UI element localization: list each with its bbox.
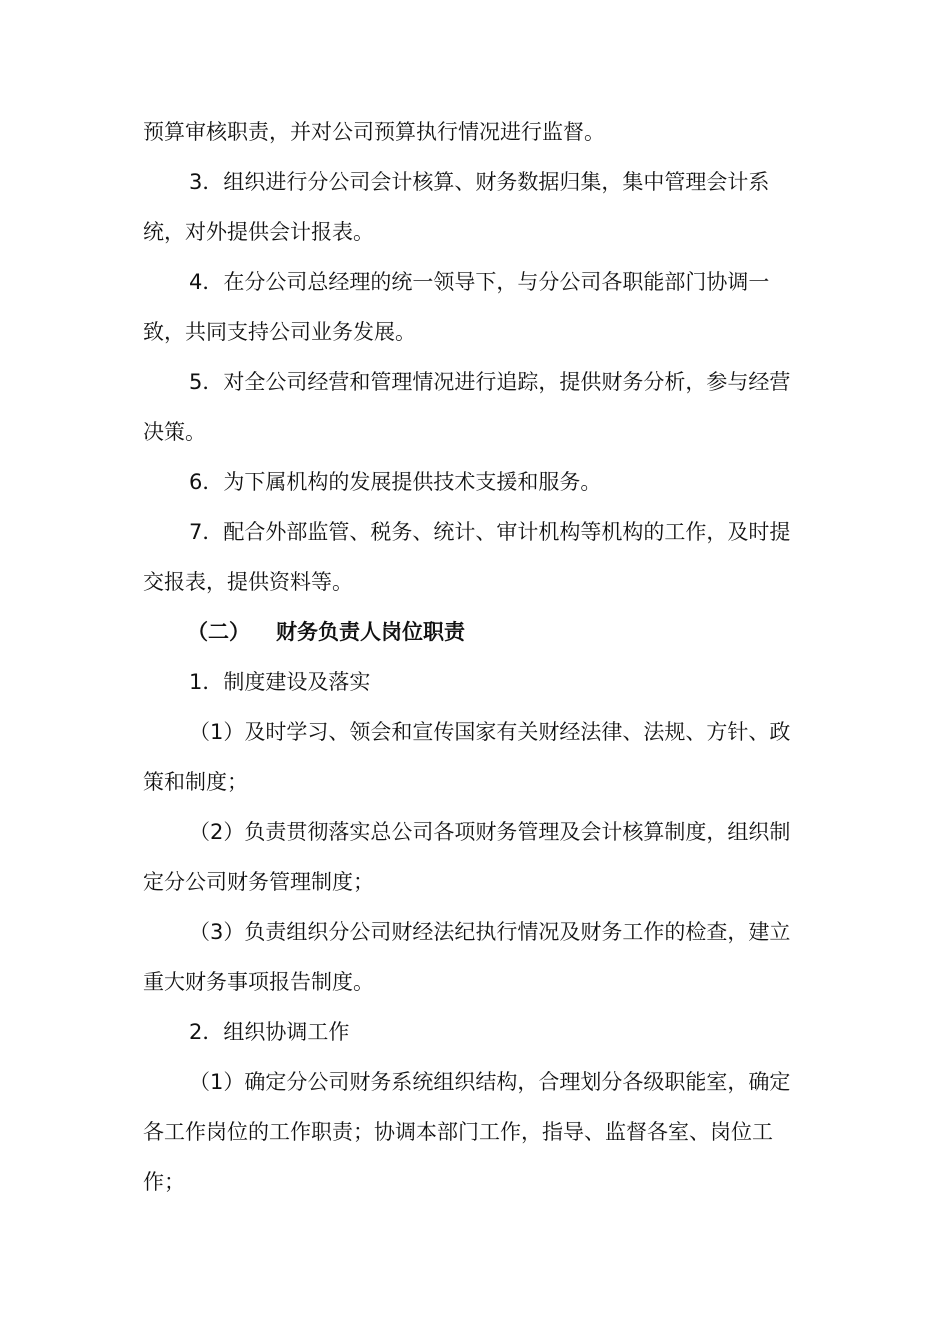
section-heading-number: （二） — [187, 620, 250, 644]
paragraph-item-7: 7．配合外部监管、税务、统计、审计机构等机构的工作，及时提交报表，提供资料等。 — [143, 520, 791, 594]
paragraph-item-4: 4．在分公司总经理的统一领导下，与分公司各职能部门协调一致，共同支持公司业务发展。 — [143, 270, 770, 344]
subsection-title-1: 1．制度建设及落实 — [189, 670, 371, 694]
subsection-item-1-1: （1）及时学习、领会和宣传国家有关财经法律、法规、方针、政策和制度； — [143, 720, 791, 794]
document-body — [143, 107, 807, 1207]
subsection-item-1-2: （2）负责贯彻落实总公司各项财务管理及会计核算制度，组织制定分公司财务管理制度； — [143, 820, 791, 894]
subsection-item-2-1: （1）确定分公司财务系统组织结构，合理划分各级职能室，确定各工作岗位的工作职责；协调本部门工作，指导、监督各室、岗位工作； — [143, 1070, 791, 1194]
paragraph-continuation: 预算审核职责，并对公司预算执行情况进行监督。 — [143, 120, 605, 144]
paragraph-item-3: 3．组织进行分公司会计核算、财务数据归集，集中管理会计系统，对外提供会计报表。 — [143, 170, 770, 244]
subsection-item-1-3: （3）负责组织分公司财经法纪执行情况及财务工作的检查，建立重大财务事项报告制度。 — [143, 920, 791, 994]
subsection-title-2: 2．组织协调工作 — [189, 1020, 350, 1044]
section-heading-title: 财务负责人岗位职责 — [276, 620, 465, 644]
section-heading — [143, 607, 807, 657]
paragraph-item-5: 5．对全公司经营和管理情况进行追踪，提供财务分析，参与经营决策。 — [143, 370, 791, 444]
paragraph-item-6: 6．为下属机构的发展提供技术支援和服务。 — [189, 470, 602, 494]
